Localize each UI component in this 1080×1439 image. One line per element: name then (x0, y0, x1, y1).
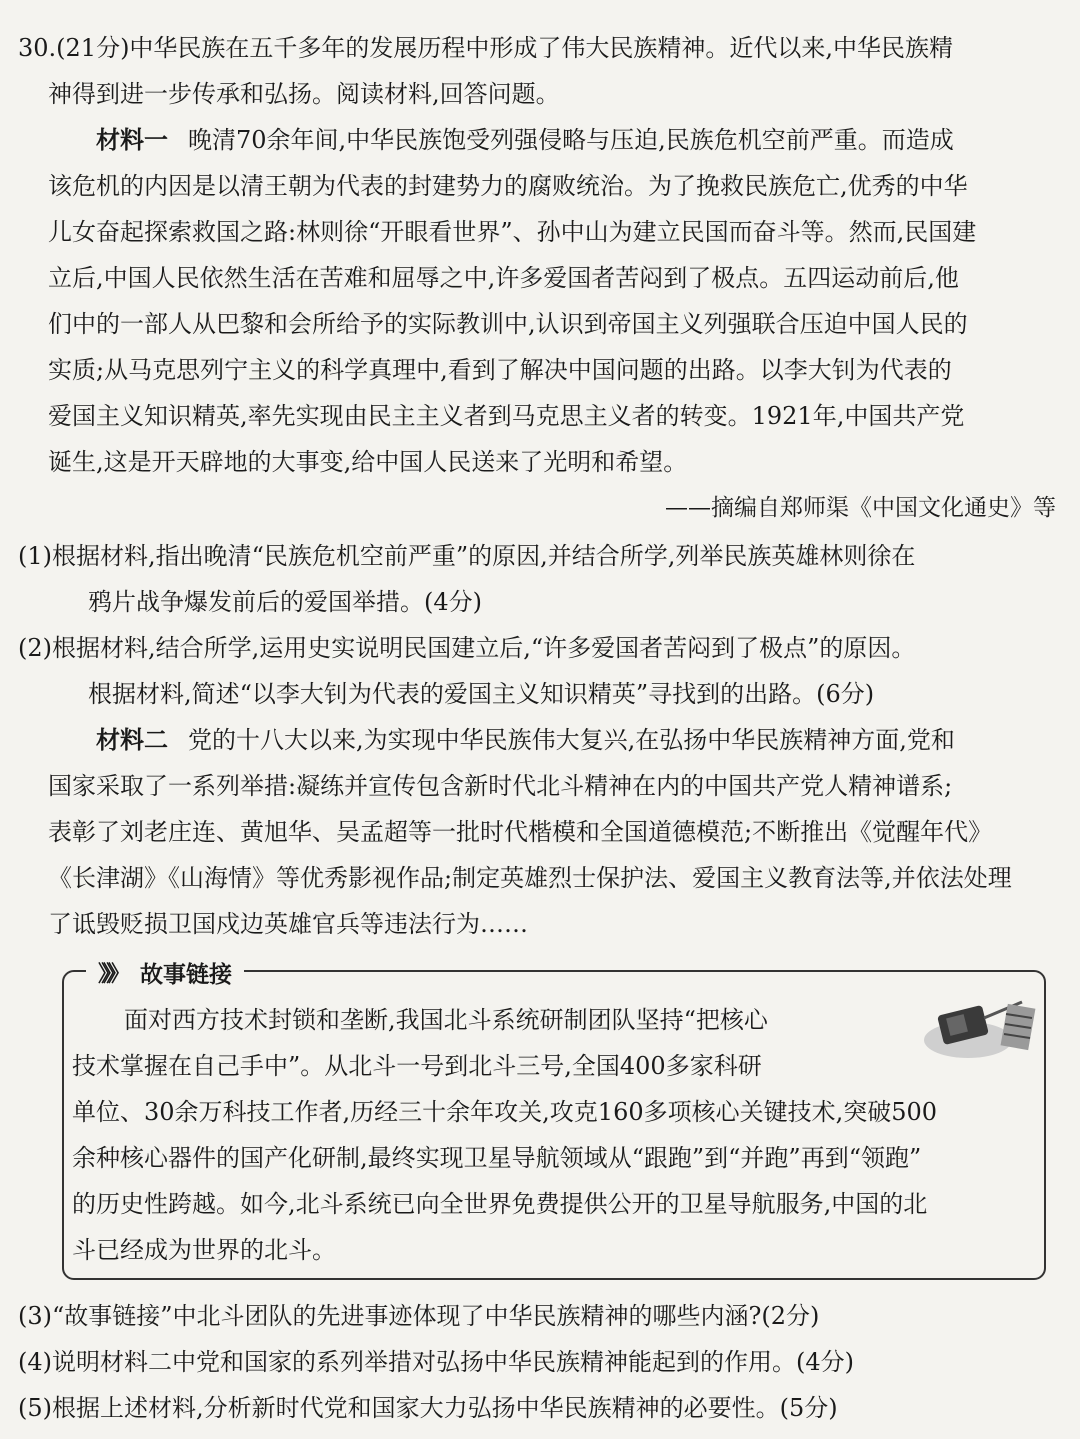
question-intro-line-1: 30.(21分)中华民族在五千多年的发展历程中形成了伟大民族精神。近代以来,中华民族精 (18, 34, 954, 62)
story-line: 面对西方技术封锁和垄断,我国北斗系统研制团队坚持“把核心 (124, 1006, 768, 1034)
material1-first-line (0, 124, 1080, 156)
story-line: 单位、30余万科技工作者,历经三十余年攻关,攻克160多项核心关键技术,突破500 (72, 1098, 938, 1126)
question-2-line-2: 根据材料,简述“以李大钊为代表的爱国主义知识精英”寻找到的出路。(6分) (88, 680, 875, 708)
material1-line: 儿女奋起探索救国之路:林则徐“开眼看世界”、孙中山为建立民国而奋斗等。然而,民国建 (48, 218, 977, 246)
satellite-icon (918, 988, 1038, 1068)
material1-line: 诞生,这是开天辟地的大事变,给中国人民送来了光明和希望。 (48, 448, 688, 476)
material2-line: 《长津湖》《山海情》等优秀影视作品;制定英雄烈士保护法、爱国主义教育法等,并依法处理 (48, 864, 1012, 892)
question-intro-line-2: 神得到进一步传承和弘扬。阅读材料,回答问题。 (48, 80, 560, 108)
question-4: (4)说明材料二中党和国家的系列举措对弘扬中华民族精神能起到的作用。(4分) (18, 1348, 854, 1376)
material1-line: 实质;从马克思列宁主义的科学真理中,看到了解决中国问题的出路。以李大钊为代表的 (48, 356, 952, 384)
material2-line: 国家采取了一系列举措:凝练并宣传包含新时代北斗精神在内的中国共产党人精神谱系; (48, 772, 953, 800)
story-line: 技术掌握在自己手中”。从北斗一号到北斗三号,全国400多家科研 (72, 1052, 762, 1080)
story-link-header (86, 956, 244, 988)
question-2-line-1: (2)根据材料,结合所学,运用史实说明民国建立后,“许多爱国者苦闷到了极点”的原因。 (18, 634, 916, 662)
material2-first-text: 党的十八大以来,为实现中华民族伟大复兴,在弘扬中华民族精神方面,党和 (188, 726, 955, 754)
question-1-line-2: 鸦片战争爆发前后的爱国举措。(4分) (88, 588, 482, 616)
story-line: 的历史性跨越。如今,北斗系统已向全世界免费提供公开的卫星导航服务,中国的北 (72, 1190, 928, 1218)
chevron-arrows-icon: 》》》 (98, 961, 125, 987)
material1-line: 爱国主义知识精英,率先实现由民主主义者到马克思主义者的转变。1921年,中国共产党 (48, 402, 965, 430)
question-1-line-1: (1)根据材料,指出晚清“民族危机空前严重”的原因,并结合所学,列举民族英雄林则徐在 (18, 542, 916, 570)
material1-label: 材料一 (96, 126, 168, 154)
material1-line: 立后,中国人民依然生活在苦难和屈辱之中,许多爱国者苦闷到了极点。五四运动前后,他 (48, 264, 959, 292)
material1-first-text: 晚清70余年间,中华民族饱受列强侵略与压迫,民族危机空前严重。而造成 (188, 126, 954, 154)
material2-line: 表彰了刘老庄连、黄旭华、吴孟超等一批时代楷模和全国道德模范;不断推出《觉醒年代》 (48, 818, 993, 846)
material2-label: 材料二 (96, 726, 168, 754)
material1-line: 该危机的内因是以清王朝为代表的封建势力的腐败统治。为了挽救民族危亡,优秀的中华 (48, 172, 968, 200)
material1-line: 们中的一部人从巴黎和会所给予的实际教训中,认识到帝国主义列强联合压迫中国人民的 (48, 310, 968, 338)
question-3: (3)“故事链接”中北斗团队的先进事迹体现了中华民族精神的哪些内涵?(2分) (18, 1302, 820, 1330)
material2-line: 了诋毁贬损卫国戍边英雄官兵等违法行为…… (48, 910, 528, 938)
story-link-title: 故事链接 (140, 961, 233, 988)
story-line: 斗已经成为世界的北斗。 (72, 1236, 336, 1264)
material2-first-line (0, 724, 1080, 756)
material1-source: ——摘编自郑师渠《中国文化通史》等 (665, 495, 1056, 521)
story-line: 余种核心器件的国产化研制,最终实现卫星导航领域从“跟跑”到“并跑”再到“领跑” (72, 1144, 922, 1172)
question-5: (5)根据上述材料,分析新时代党和国家大力弘扬中华民族精神的必要性。(5分) (18, 1394, 838, 1422)
